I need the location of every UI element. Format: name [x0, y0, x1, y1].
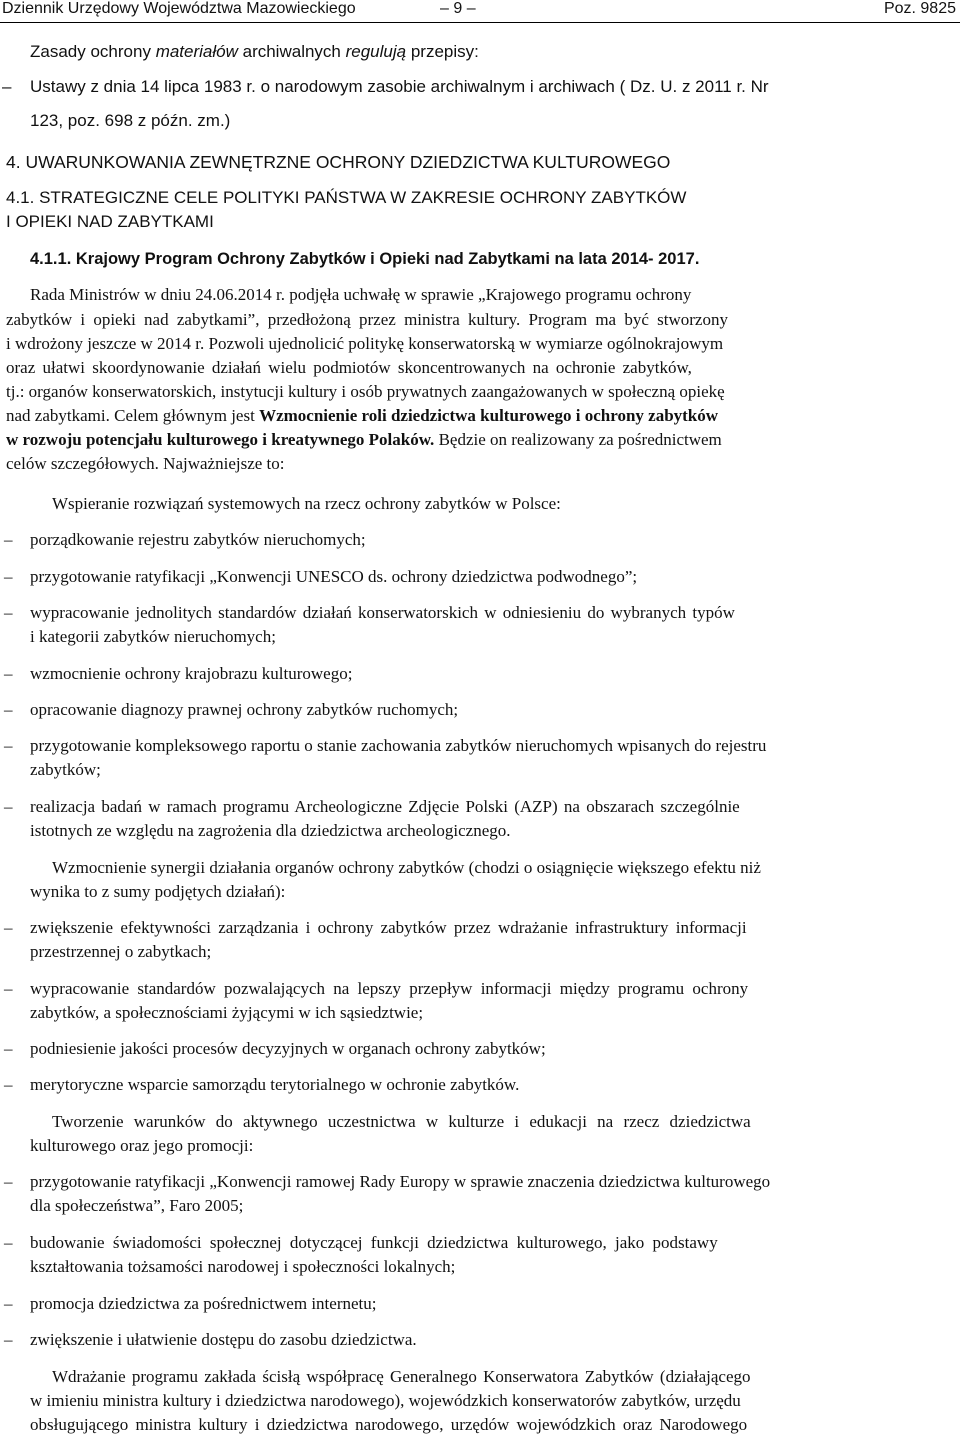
- section1-item-7-line-2: istotnych ze względu na zagrożenia dla dziedzictwa archeologicznego.: [30, 821, 511, 840]
- list-dash: –: [4, 918, 13, 937]
- heading-4: 4. UWARUNKOWANIA ZEWNĘTRZNE OCHRONY DZIEDZICTWA KULTUROWEGO: [6, 152, 671, 172]
- list-dash: –: [4, 736, 13, 755]
- journal-title: Dziennik Urzędowy Województwa Mazowieckiego: [2, 0, 356, 17]
- list-dash: –: [4, 1294, 13, 1313]
- list-dash: –: [4, 530, 13, 549]
- section1-item-6-line-1: przygotowanie kompleksowego raportu o stanie zachowania zabytków nieruchomych wpisanych do rejestru: [30, 736, 767, 755]
- para1-line-3: i wdrożony jeszcze w 2014 r. Pozwoli ujednolicić politykę konserwatorską w wymiarze ogólnokrajowym: [6, 334, 724, 353]
- section1-item-6-line-2: zabytków;: [30, 760, 101, 779]
- intro-text-italic: materiałów: [155, 42, 238, 61]
- section2-item-2-line-2: zabytków, a społecznościami żyjącymi w ich sąsiedztwie;: [30, 1003, 424, 1022]
- section1-item-1: porządkowanie rejestru zabytków nieruchomych;: [30, 530, 366, 549]
- intro-text: archiwalnych: [237, 42, 346, 61]
- section2-item-3: podniesienie jakości procesów decyzyjnych w organach ochrony zabytków;: [30, 1039, 546, 1058]
- para1-line-2: zabytków i opieki nad zabytkami”, przedłożoną przez ministra kultury. Program ma być stworzony: [6, 310, 728, 329]
- para1-line-6: [6, 405, 718, 427]
- para-last-line-1: Wdrażanie programu zakłada ścisłą współpracę Generalnego Konserwatora Zabytków (działającego: [52, 1367, 751, 1386]
- list-dash: –: [4, 1233, 13, 1252]
- position-number: Poz. 9825: [883, 0, 956, 17]
- intro-line-1: [30, 41, 479, 63]
- list-dash: –: [4, 1172, 13, 1191]
- heading-4-1-line-2: I OPIEKI NAD ZABYTKAMI: [6, 212, 214, 231]
- list-dash: –: [4, 797, 13, 816]
- para1-bold-goal: Wzmocnienie roli dziedzictwa kulturowego i ochrony zabytków: [259, 406, 719, 425]
- section3-item-2-line-2: kształtowania tożsamości narodowej i społeczności lokalnych;: [30, 1257, 456, 1276]
- section2-item-1-line-1: zwiększenie efektywności zarządzania i ochrony zabytków przez wdrażanie infrastruktury informacji: [30, 918, 747, 937]
- heading-4-1-1: 4.1.1. Krajowy Program Ochrony Zabytków i Opieki nad Zabytkami na lata 2014- 2017.: [30, 250, 700, 268]
- para1-line-5: tj.: organów konserwatorskich, instytucji kultury i osób prywatnych zaangażowanych w społeczną opiekę: [6, 382, 725, 401]
- list-dash: –: [4, 603, 13, 622]
- section1-item-3-line-2: i kategorii zabytków nieruchomych;: [30, 627, 276, 646]
- section1-item-5: opracowanie diagnozy prawnej ochrony zabytków ruchomych;: [30, 700, 459, 719]
- section3-item-1-line-1: przygotowanie ratyfikacji „Konwencji ramowej Rady Europy w sprawie znaczenia dziedzictwa kulturowego: [30, 1172, 771, 1191]
- list-dash: –: [4, 700, 13, 719]
- section3-item-1-line-2: dla społeczeństwa”, Faro 2005;: [30, 1196, 244, 1215]
- list-dash: –: [4, 1330, 13, 1349]
- para1-line-8: celów szczegółowych. Najważniejsze to:: [6, 454, 285, 473]
- section3-item-3: promocja dziedzictwa za pośrednictwem internetu;: [30, 1294, 377, 1313]
- section3-item-2-line-1: budowanie świadomości społecznej dotyczącej funkcji dziedzictwa kulturowego, jako podstawy: [30, 1233, 718, 1252]
- para1-line-4: oraz ułatwi skoordynowanie działań wielu podmiotów skoncentrowanych na ochronie zabytków,: [6, 358, 692, 377]
- heading-4-1-line-1: 4.1. STRATEGICZNE CELE POLITYKI PAŃSTWA W ZAKRESIE OCHRONY ZABYTKÓW: [6, 188, 687, 207]
- para1-text: nad zabytkami. Celem głównym jest: [6, 406, 260, 425]
- list-dash: –: [4, 567, 13, 586]
- section2-item-2-line-1: wypracowanie standardów pozwalających na lepszy przepływ informacji między programu ochrony: [30, 979, 749, 998]
- section2-title-line-2: wynika to z sumy podjętych działań):: [30, 882, 286, 901]
- page-number: – 9 –: [440, 0, 476, 17]
- para-last-line-3: obsługującego ministra kultury i dziedzictwa narodowego, urzędów wojewódzkich oraz Narodowego: [30, 1415, 748, 1434]
- list-dash: –: [4, 1075, 13, 1094]
- section2-item-4: merytoryczne wsparcie samorządu terytorialnego w ochronie zabytków.: [30, 1075, 520, 1094]
- para-last-line-2: w imieniu ministra kultury i dziedzictwa narodowego), wojewódzkich konserwatorów zabytków, urzędu: [30, 1391, 741, 1410]
- list-dash: –: [4, 1039, 13, 1058]
- list-dash: –: [2, 77, 12, 96]
- section1-item-2: przygotowanie ratyfikacji „Konwencji UNESCO ds. ochrony dziedzictwa podwodnego”;: [30, 567, 638, 586]
- section3-title-line-2: kulturowego oraz jego promocji:: [30, 1136, 254, 1155]
- para1-line-1: Rada Ministrów w dniu 24.06.2014 r. podjęła uchwałę w sprawie „Krajowego programu ochrony: [30, 285, 692, 304]
- list-dash: –: [4, 979, 13, 998]
- section1-item-3-line-1: wypracowanie jednolitych standardów działań konserwatorskich w odniesieniu do wybranych typów: [30, 603, 735, 622]
- para1-bold-goal: w rozwoju potencjału kulturowego i kreatywnego Polaków.: [6, 430, 435, 449]
- para1-line-7: [6, 429, 722, 451]
- page-header: [0, 0, 960, 23]
- section2-item-1-line-2: przestrzennej o zabytkach;: [30, 942, 212, 961]
- intro-text: Zasady ochrony: [30, 42, 156, 61]
- intro-text-italic: regulują: [345, 42, 407, 61]
- intro-line-3: 123, poz. 698 z późn. zm.): [30, 111, 231, 130]
- section1-title: Wspieranie rozwiązań systemowych na rzecz ochrony zabytków w Polsce:: [52, 494, 561, 513]
- section2-title-line-1: Wzmocnienie synergii działania organów ochrony zabytków (chodzi o osiągnięcie większego efektu niż: [52, 858, 761, 877]
- section1-item-4: wzmocnienie ochrony krajobrazu kulturowego;: [30, 664, 353, 683]
- section3-title-line-1: Tworzenie warunków do aktywnego uczestnictwa w kulturze i edukacji na rzecz dziedzictwa: [52, 1112, 751, 1131]
- section1-item-7-line-1: realizacja badań w ramach programu Archeologiczne Zdjęcie Polski (AZP) na obszarach szczególnie: [30, 797, 740, 816]
- para1-text: Będzie on realizowany za pośrednictwem: [434, 430, 722, 449]
- list-dash: –: [4, 664, 13, 683]
- intro-line-2: Ustawy z dnia 14 lipca 1983 r. o narodowym zasobie archiwalnym i archiwach ( Dz. U. z 2011 r. Nr: [30, 77, 769, 96]
- intro-text: przepisy:: [406, 42, 479, 61]
- section3-item-4: zwiększenie i ułatwienie dostępu do zasobu dziedzictwa.: [30, 1330, 417, 1349]
